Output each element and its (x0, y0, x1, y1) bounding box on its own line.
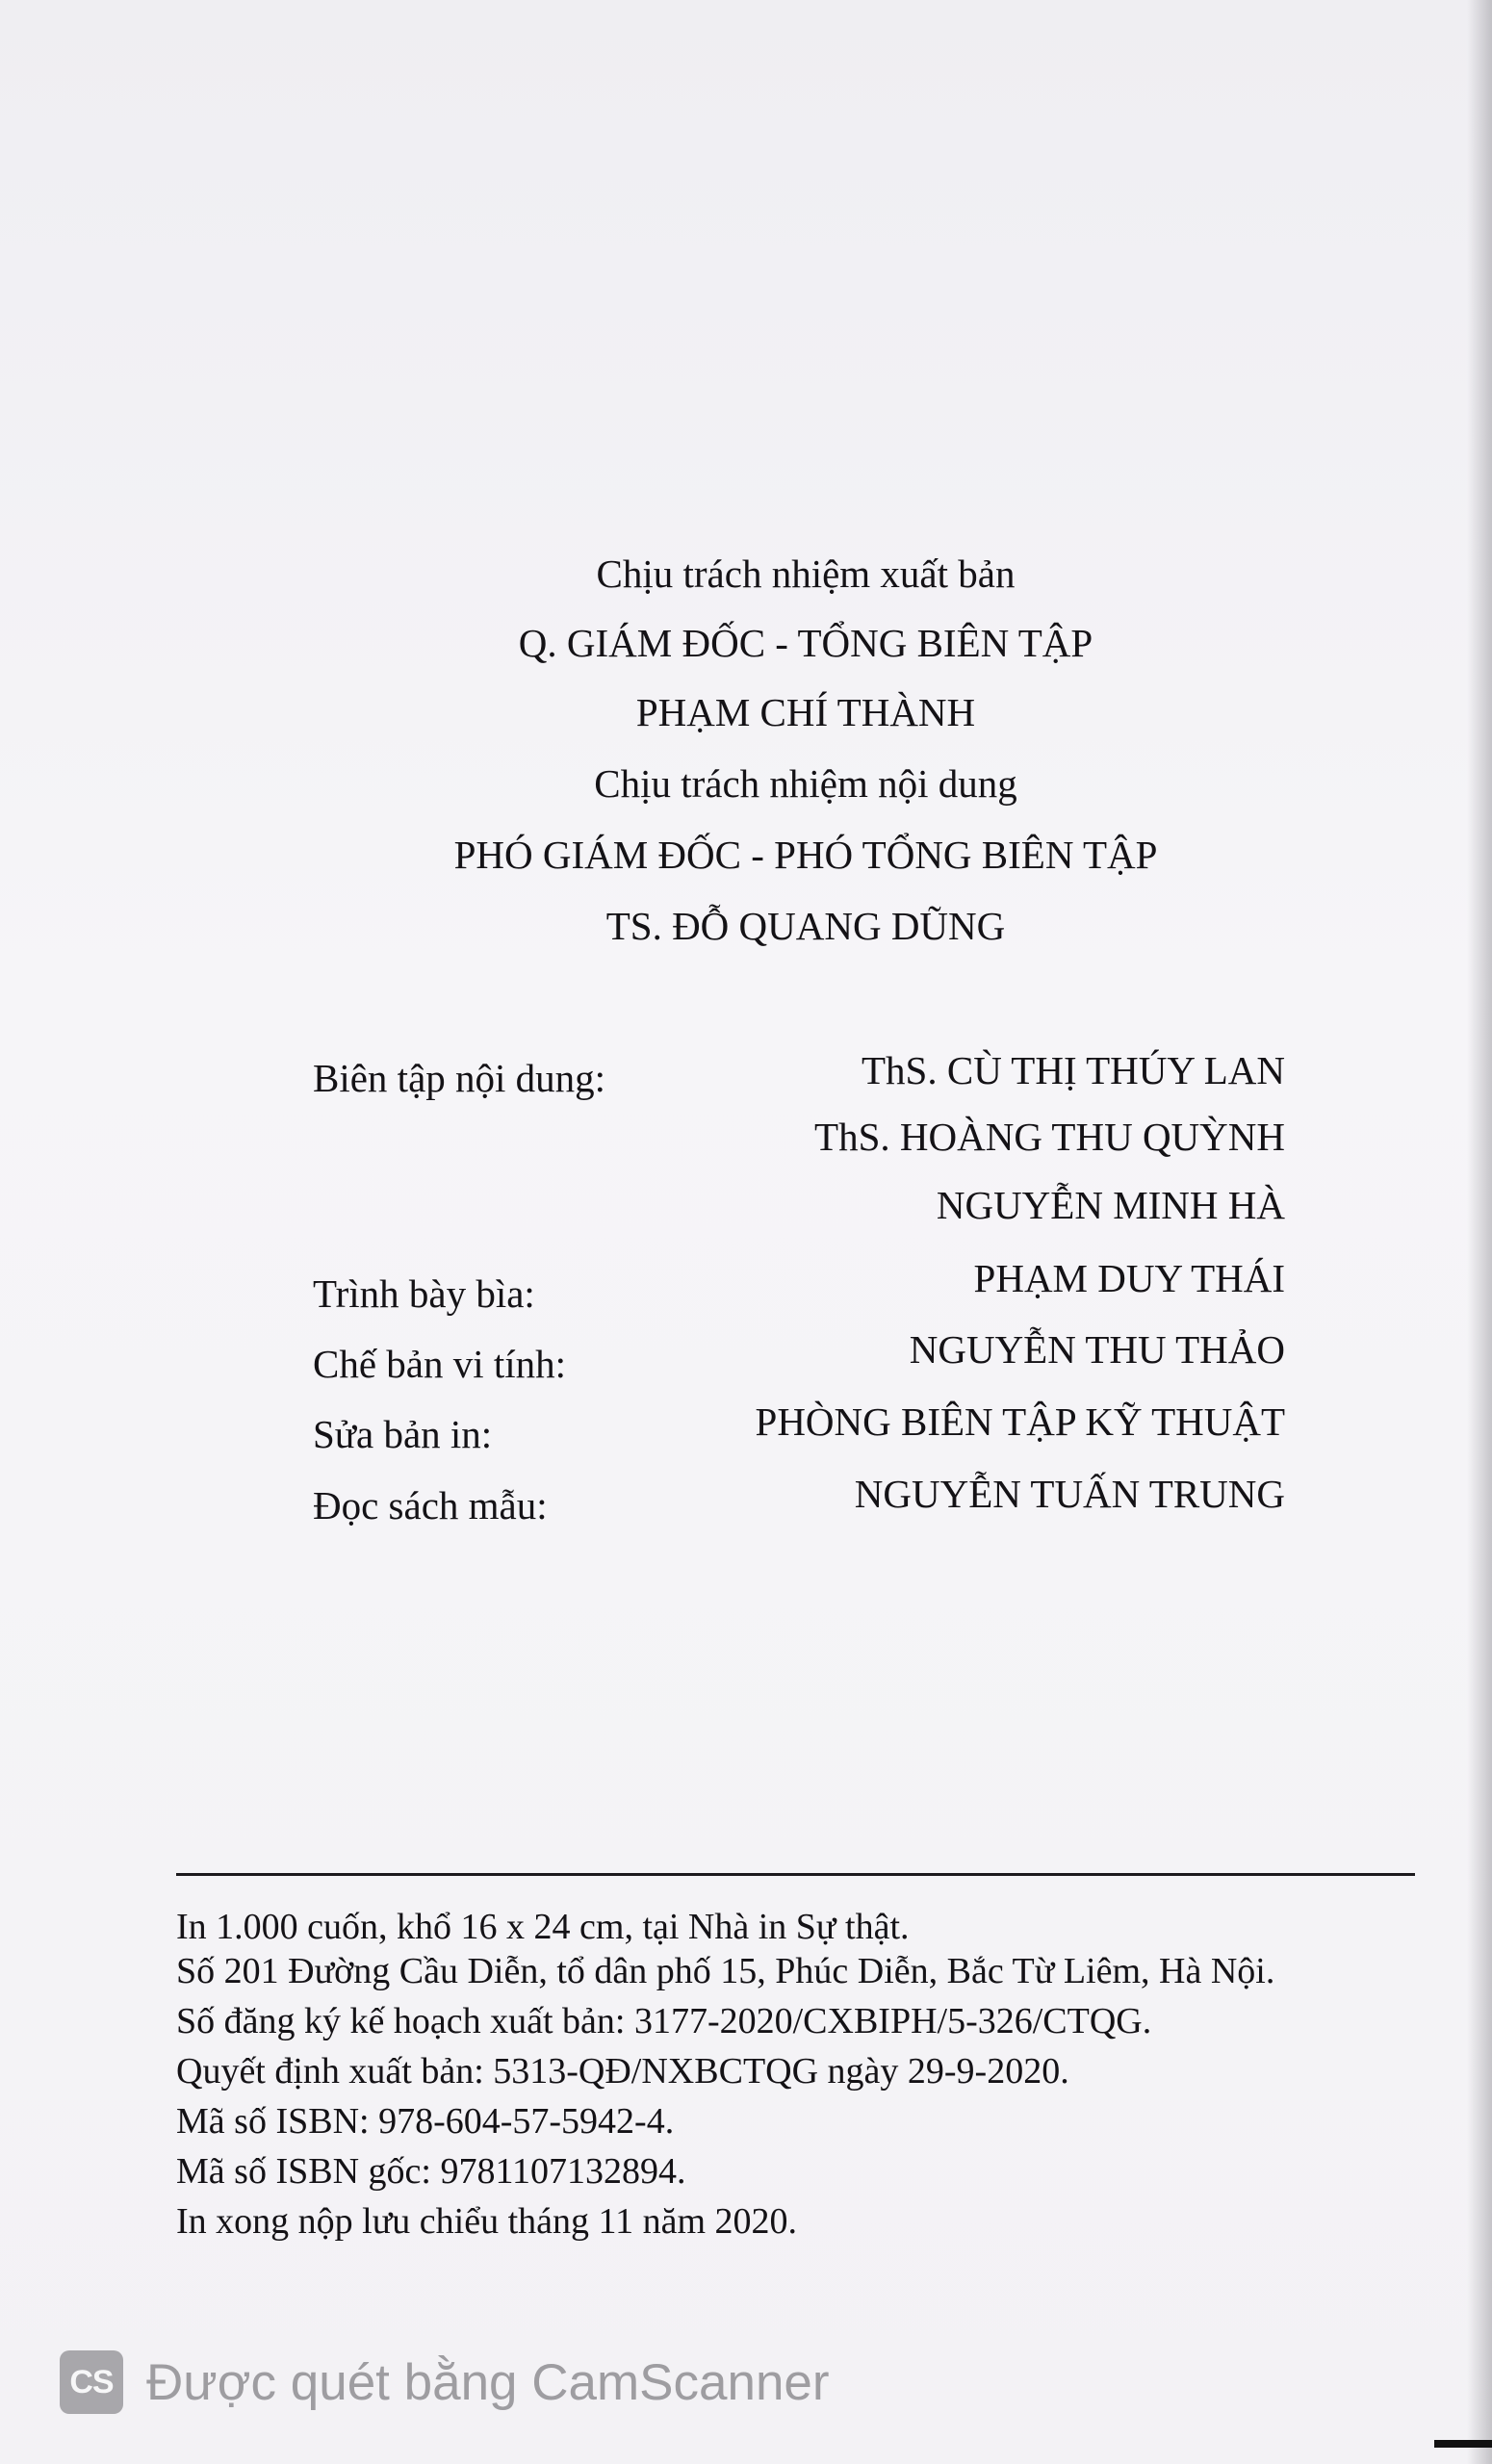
imprint-line-registration: Số đăng ký kế hoạch xuất bản: 3177-2020/CXBIPH/5-326/CTQG. (176, 2001, 1152, 2041)
camscanner-watermark (60, 2348, 830, 2416)
imprint-line-print-run: In 1.000 cuốn, khổ 16 x 24 cm, tại Nhà in Sự thật. (176, 1907, 910, 1947)
content-editor-1: ThS. CÙ THỊ THÚY LAN (862, 1048, 1285, 1092)
cover-design-label: Trình bày bìa: (313, 1271, 535, 1316)
proofreading-value: PHÒNG BIÊN TẬP KỸ THUẬT (755, 1399, 1285, 1444)
imprint-line-decision: Quyết định xuất bản: 5313-QĐ/NXBCTQG ngày 29-9-2020. (176, 2051, 1069, 2092)
director-name: PHẠM CHÍ THÀNH (635, 690, 976, 734)
deputy-director-name: TS. ĐỖ QUANG DŨNG (605, 904, 1006, 948)
imprint-divider (176, 1873, 1415, 1876)
imprint-line-legal-deposit: In xong nộp lưu chiểu tháng 11 năm 2020. (176, 2201, 798, 2242)
director-title: Q. GIÁM ĐỐC - TỔNG BIÊN TẬP (518, 621, 1093, 665)
sample-reading-label: Đọc sách mẫu: (313, 1483, 548, 1527)
imprint-line-isbn: Mã số ISBN: 978-604-57-5942-4. (176, 2101, 675, 2142)
content-editor-2: ThS. HOÀNG THU QUỲNH (814, 1115, 1285, 1159)
page-edge-shadow (1467, 0, 1492, 2464)
page-corner-mark (1434, 2440, 1492, 2448)
typesetting-value: NGUYỄN THU THẢO (909, 1327, 1285, 1372)
deputy-director-title: PHÓ GIÁM ĐỐC - PHÓ TỔNG BIÊN TẬP (453, 833, 1158, 877)
cover-design-value: PHẠM DUY THÁI (973, 1256, 1285, 1300)
sample-reading-value: NGUYỄN TUẤN TRUNG (854, 1472, 1285, 1516)
proofreading-label: Sửa bản in: (313, 1412, 493, 1456)
imprint-line-address: Số 201 Đường Cầu Diễn, tổ dân phố 15, Phúc Diễn, Bắc Từ Liêm, Hà Nội. (176, 1951, 1275, 1991)
typesetting-label: Chế bản vi tính: (313, 1342, 567, 1386)
camscanner-logo-icon: CS (60, 2350, 123, 2414)
camscanner-watermark-text: Được quét bằng CamScanner (146, 2353, 830, 2411)
content-editor-label: Biên tập nội dung: (313, 1056, 606, 1100)
publisher-responsibility-heading: Chịu trách nhiệm xuất bản (596, 552, 1016, 596)
content-editor-3: NGUYỄN MINH HÀ (936, 1183, 1285, 1227)
imprint-line-original-isbn: Mã số ISBN gốc: 9781107132894. (176, 2151, 686, 2192)
content-responsibility-heading: Chịu trách nhiệm nội dung (594, 761, 1017, 806)
